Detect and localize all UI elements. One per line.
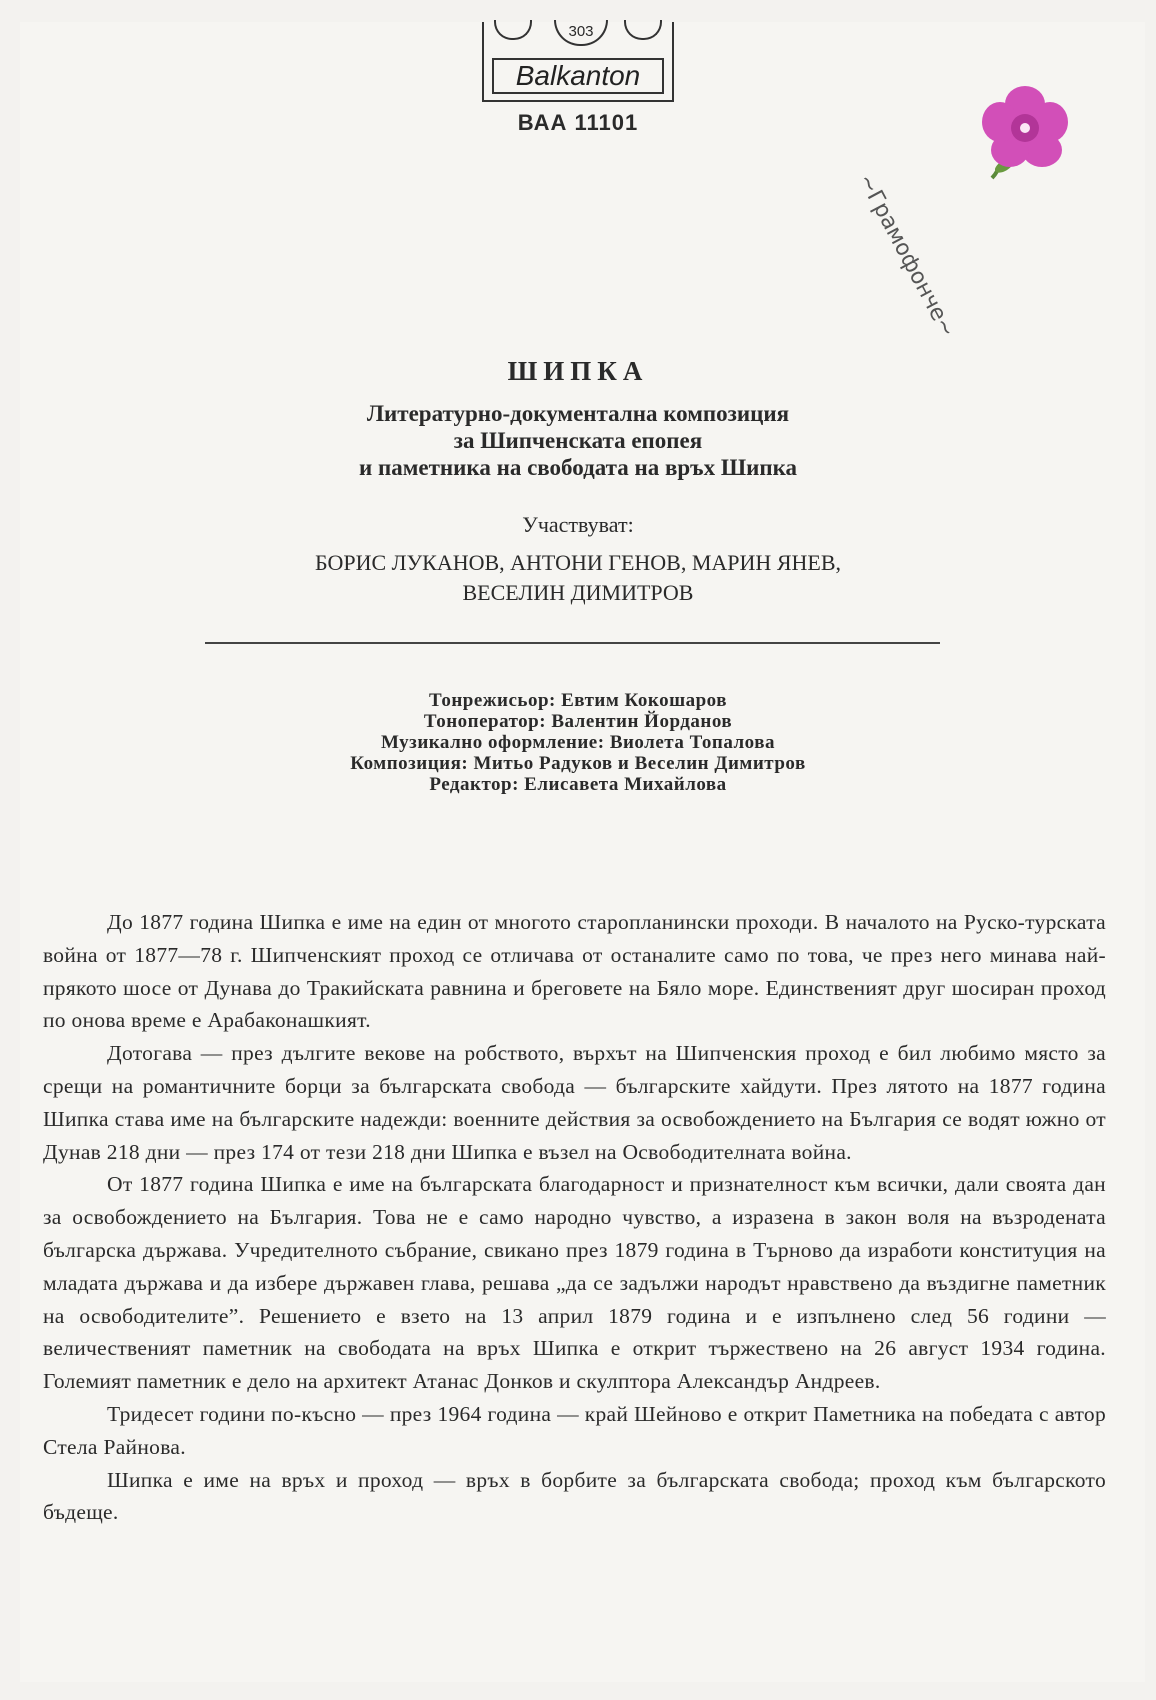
paragraph: От 1877 година Шипка е име на българската благодарност и признателност към всички, дали своята дан за освобождението на България. Това не е само народно чувство, а изразена в закон воля на възродената българска държава. Учредителното събрание, свикано през 1879 година в Търново да изработи конституция на младата държава и да избере държавен глава, решава „да се задължи народът нравствено да въздигне паметник на освободителите”. Решението е взето на 13 април 1879 година и е изпълнено след 56 години — величественият паметник на свободата на връх Шипка е открит тържествено на 26 август 1934 година. Големият паметник е дело на архитект Атанас Донков и скулптора Александър Андреев. [43, 1172, 1106, 1394]
credit-line: Тоноператор: Валентин Йорданов [423, 711, 733, 732]
logo-circle-left [494, 20, 532, 40]
body-text [43, 906, 1106, 1529]
participants-line: БОРИС ЛУКАНОВ, АНТОНИ ГЕНОВ, МАРИН ЯНЕВ, [314, 550, 841, 575]
subtitle-line: и паметника на свободата на връх Шипка [359, 455, 797, 480]
credit-line: Композиция: Митьо Радуков и Веселин Димитров [350, 753, 806, 774]
subtitle-line: за Шипченската епопея [453, 428, 703, 453]
watermark-text: ~Грамофонче~ [852, 170, 960, 342]
credits [0, 690, 1156, 795]
catalog-number: ВАА 11101 [517, 110, 639, 135]
flower-icon [980, 82, 1070, 182]
paragraph: Тридесет години по-късно — през 1964 година — край Шейново е открит Паметника на победата с автор Стела Райнова. [43, 1401, 1106, 1459]
credit-line: Музикално оформление: Виолета Топалова [381, 732, 775, 753]
divider [205, 642, 940, 644]
credit-line: Редактор: Елисавета Михайлова [429, 774, 727, 795]
subtitle-line: Литературно-документална композиция [366, 401, 790, 426]
paragraph: Дотогава — през дългите векове на робството, върхът на Шипченския проход е бил любимо място за срещи на романтичните борци за българската свобода — българските хайдути. През лятото на 1877 година Шипка става име на българските надежди: военните действия за освобождението на България се водят южно от Дунав 218 дни — през 174 от тези 218 дни Шипка е възел на Освободителната война. [43, 1041, 1106, 1164]
participants [0, 548, 1156, 608]
paragraph: До 1877 година Шипка е име на един от многото старопланински проходи. В началото на Руско-турската война от 1877—78 г. Шипченският проход се отличава от останалите само по това, че през него минава най-прякото шосе от Дунава до Тракийската равнина и бреговете на Бяло море. Единственият друг шосиран проход по онова време е Арабаконашкият. [43, 910, 1106, 1033]
logo-number: 303 [554, 20, 608, 46]
paragraph: Шипка е име на връх и проход — връх в борбите за българската свобода; проход към българското бъдеще. [43, 1467, 1106, 1525]
participants-line: ВЕСЕЛИН ДИМИТРОВ [462, 580, 694, 605]
page-title: ШИПКА [507, 356, 649, 386]
logo-brand: Balkanton [492, 58, 664, 94]
balkanton-logo [482, 22, 674, 102]
logo-circle-right [624, 20, 662, 40]
subtitle [0, 400, 1156, 481]
credit-line: Тонрежисьор: Евтим Кокошаров [429, 690, 727, 711]
participants-label: Участвуват: [522, 512, 634, 537]
